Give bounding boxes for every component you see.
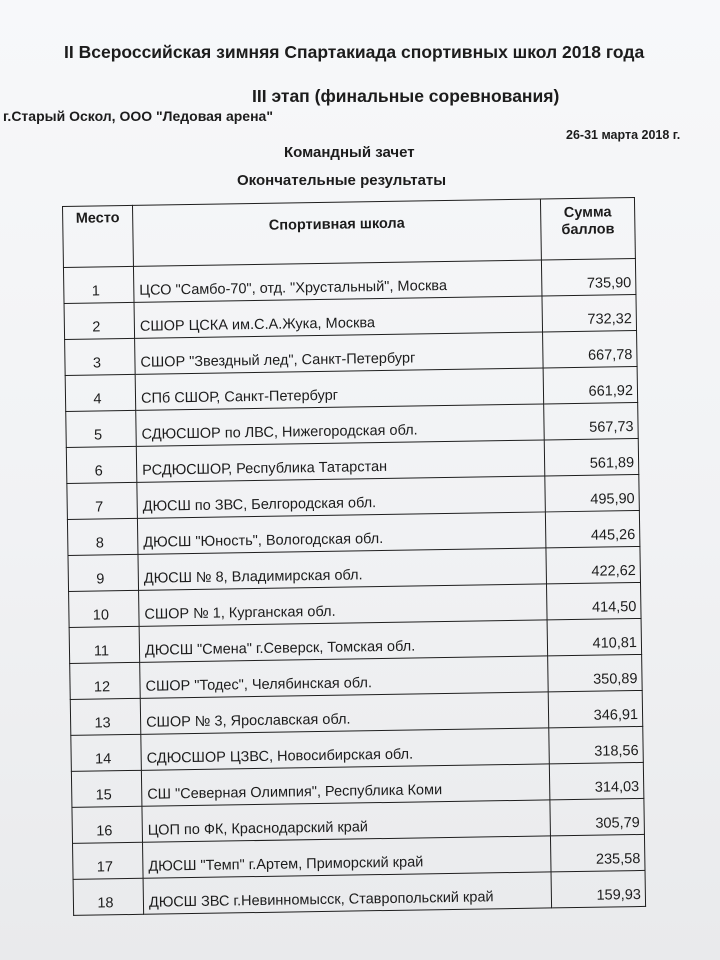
place-cell: 2 [64,302,135,339]
table-row [73,870,645,915]
place-cell: 8 [67,518,138,555]
school-cell: ДЮСШ "Смена" г.Северск, Томская обл. [139,620,548,662]
place-cell: 11 [69,626,140,663]
sum-cell: 445,26 [545,510,640,547]
sum-cell: 159,93 [551,870,646,907]
sum-cell: 414,50 [546,582,641,619]
sum-cell: 561,89 [544,438,639,475]
place-cell: 3 [65,338,136,375]
place-cell: 13 [70,698,141,735]
school-cell: ДЮСШ № 8, Владимирская обл. [138,548,547,590]
venue-text: г.Старый Оскол, ООО "Ледовая арена" [3,108,273,124]
school-cell: СДЮСШОР ЦЗВС, Новосибирская обл. [141,728,550,770]
table-header-row [63,198,636,268]
sum-cell: 410,81 [547,618,642,655]
sum-cell: 667,78 [543,330,638,367]
place-cell: 6 [66,446,137,483]
place-cell: 7 [67,482,138,519]
subtitle-team-standings: Командный зачет [284,144,415,161]
school-cell: СШОР "Тодес", Челябинская обл. [140,656,549,698]
place-cell: 12 [70,662,141,699]
school-cell: ДЮСШ "Темп" г.Артем, Приморский край [143,836,552,878]
sum-cell: 661,92 [543,366,638,403]
column-header-sum-line2: баллов [561,221,615,239]
title-line-2: III этап (финальные соревнования) [252,86,560,106]
sum-cell: 350,89 [548,654,643,691]
column-header-place: Место [63,205,134,267]
sum-cell: 318,56 [549,726,644,763]
sum-cell: 314,03 [549,762,644,799]
subtitle-final-results: Окончательные результаты [237,172,447,189]
school-cell: ДЮСШ по ЗВС, Белгородская обл. [137,476,546,518]
place-cell: 14 [71,734,142,771]
sum-cell: 235,58 [550,834,645,871]
place-cell: 9 [68,554,139,591]
school-cell: СДЮСШОР по ЛВС, Нижегородская обл. [136,404,545,446]
column-header-sum-line1: Сумма [563,204,612,222]
sum-cell: 567,73 [544,402,639,439]
school-cell: СШОР № 1, Курганская обл. [139,584,548,626]
results-table-body [63,258,645,915]
place-cell: 18 [73,878,144,915]
sum-cell: 346,91 [548,690,643,727]
school-cell: ДЮСШ "Юность", Вологодская обл. [137,512,546,554]
sum-cell: 735,90 [541,258,636,295]
school-cell: СШОР № 3, Ярославская обл. [140,692,549,734]
sum-cell: 495,90 [545,474,640,511]
school-cell: ДЮСШ ЗВС г.Невинномысск, Ставропольский край [143,872,552,914]
sum-cell: 305,79 [550,798,645,835]
school-cell: ЦСО "Самбо-70", отд. "Хрустальный", Москва [133,260,542,302]
place-cell: 4 [65,374,136,411]
school-cell: СШОР "Звездный лед", Санкт-Петербург [135,332,544,374]
school-cell: РСДЮСШОР, Республика Татарстан [136,440,545,482]
school-cell: СШОР ЦСКА им.С.А.Жука, Москва [134,296,543,338]
place-cell: 10 [69,590,140,627]
sum-cell: 732,32 [542,294,637,331]
school-cell: СПб СШОР, Санкт-Петербург [135,368,544,410]
school-cell: СШ "Северная Олимпия", Республика Коми [141,764,550,806]
school-cell: ЦОП по ФК, Краснодарский край [142,800,551,842]
title-line-1: II Всероссийская зимняя Спартакиада спортивных школ 2018 года [64,42,645,62]
place-cell: 16 [72,806,143,843]
column-header-school: Спортивная школа [132,199,541,266]
place-cell: 15 [71,770,142,807]
sum-cell: 422,62 [546,546,641,583]
results-table [62,197,646,916]
place-cell: 5 [66,410,137,447]
column-header-sum [540,198,635,260]
place-cell: 17 [73,842,144,879]
place-cell: 1 [63,266,134,303]
dates-text: 26-31 марта 2018 г. [566,128,681,142]
